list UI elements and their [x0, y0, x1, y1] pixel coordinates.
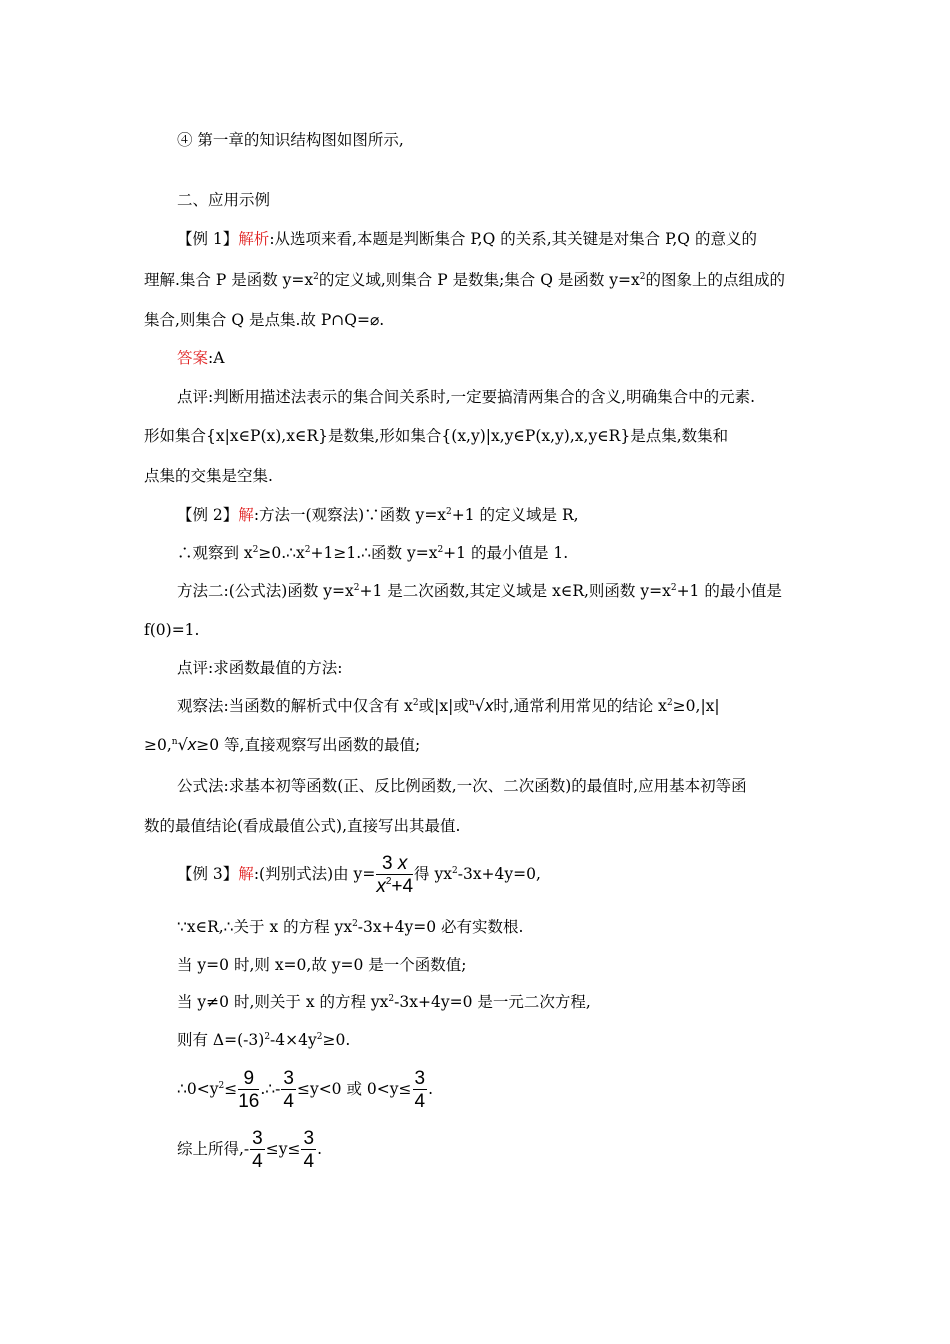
example-1-line-3: 集合,则集合 Q 是点集.故 P∩Q=⌀. — [144, 311, 385, 329]
fraction-3-4 — [281, 1069, 296, 1111]
text-fragment: 当 y≠0 时,则关于 x 的方程 yx — [177, 993, 389, 1011]
example-2-comment-3 — [144, 735, 810, 755]
nth-root: $^n$√x — [468, 696, 494, 715]
example-2-line-4: f(0)=1. — [144, 621, 200, 639]
text-fragment: 3 — [283, 1068, 294, 1089]
text-fragment: 3 — [252, 1128, 263, 1149]
example-3-conclusion — [177, 1126, 810, 1172]
example-2-comment-2 — [177, 696, 810, 716]
text-fragment: +1 是二次函数,其定义域是 x∈R,则函数 y=x — [359, 582, 671, 600]
superscript: 2 — [252, 545, 259, 555]
text-fragment: +1 的定义域是 R, — [451, 506, 579, 524]
text-fragment: 4 — [414, 1091, 426, 1112]
example-1-line-2 — [144, 270, 810, 290]
example-3-line-4 — [177, 992, 810, 1012]
example-2-heading: 解 — [238, 506, 254, 524]
superscript: 2 — [385, 876, 392, 887]
example-1-answer — [177, 348, 810, 368]
text-fragment: 方法二:(公式法)函数 y=x — [177, 582, 354, 600]
text-fragment: ≥0. — [322, 1031, 351, 1049]
answer-value: :A — [208, 349, 225, 367]
fraction-3-4 — [301, 1129, 316, 1171]
intro-line: ④ 第一章的知识结构图如图所示, — [177, 131, 404, 149]
text-fragment: ≥0 等,直接观察写出函数的最值; — [196, 736, 421, 754]
example-1-comment-3: 点集的交集是空集. — [144, 467, 273, 485]
superscript: 2 — [218, 1081, 225, 1091]
example-1-comment-1: 点评:判断用描述法表示的集合间关系时,一定要搞清两集合的含义,明确集合中的元素. — [177, 388, 756, 406]
text-fragment: +1 的最小值是 1. — [443, 544, 569, 562]
text-fragment: ≤ — [224, 1080, 238, 1098]
text-fragment: ≥0,|x| — [672, 697, 720, 715]
superscript: 2 — [313, 272, 319, 282]
text-fragment: ≤y<0 或 0<y≤ — [296, 1080, 412, 1098]
text-fragment: :方法一(观察法)∵函数 y=x — [253, 506, 447, 524]
example-2-comment-4: 公式法:求基本初等函数(正、反比例函数,一次、二次函数)的最值时,应用基本初等函 — [177, 777, 747, 795]
text-fragment: +4 — [391, 876, 414, 897]
text-fragment: x — [397, 853, 408, 874]
text-fragment: 4 — [303, 1151, 315, 1172]
example-3-tag: 【例 3】 — [177, 865, 239, 883]
fraction-3-4 — [413, 1069, 428, 1111]
superscript: 2 — [666, 698, 673, 708]
text-fragment: -3x+4y=0 必有实数根. — [357, 918, 524, 936]
example-2-comment-5: 数的最值结论(看成最值公式),直接写出其最值. — [144, 817, 461, 835]
superscript: 2 — [304, 545, 311, 555]
superscript: 2 — [670, 583, 677, 593]
text-fragment: ≤y≤ — [265, 1140, 301, 1158]
fraction-9-16 — [238, 1069, 259, 1111]
superscript: n — [468, 698, 475, 708]
fraction-numerator — [376, 854, 413, 875]
text-fragment: 4 — [283, 1091, 294, 1112]
text-fragment: .∴- — [260, 1080, 281, 1098]
example-1-tag: 【例 1】 — [177, 230, 239, 248]
text-fragment: 的图象上的点组成的 — [645, 271, 786, 289]
text-fragment: 9 — [238, 1069, 259, 1090]
fraction-3-4 — [250, 1129, 265, 1171]
superscript: 2 — [316, 1032, 323, 1042]
example-3-line-3: 当 y=0 时,则 x=0,故 y=0 是一个函数值; — [177, 956, 467, 974]
superscript: 2 — [264, 1032, 271, 1042]
example-2-line-3 — [177, 581, 810, 601]
text-fragment: 时,通常利用常见的结论 x — [493, 697, 667, 715]
example-3-line-1 — [177, 852, 810, 896]
text-fragment: 3 — [382, 853, 393, 874]
example-1-heading: 解析 — [238, 230, 270, 248]
text-fragment: 3 — [414, 1068, 426, 1089]
example-3-line-6 — [177, 1066, 810, 1112]
superscript: 2 — [639, 272, 646, 282]
text-fragment: 或|x|或 — [418, 697, 469, 715]
text-fragment: +1 的最小值是 — [676, 582, 782, 600]
text-fragment: ≥0, — [144, 736, 172, 754]
example-2-comment-1: 点评:求函数最值的方法: — [177, 659, 343, 677]
superscript: 2 — [437, 545, 444, 555]
fraction-denominator — [376, 875, 413, 896]
superscript: 2 — [352, 919, 358, 929]
example-1-line-1 — [177, 229, 810, 249]
text-fragment: ∴0<y — [177, 1080, 219, 1098]
text-fragment: -4×4y — [270, 1031, 317, 1049]
fraction-3x-over-x2-plus-4 — [376, 854, 413, 896]
text-fragment: 的定义域,则集合 P 是数集;集合 Q 是函数 y=x — [318, 271, 640, 289]
superscript: n — [171, 737, 178, 747]
superscript: 2 — [451, 866, 458, 876]
text-fragment: x — [376, 876, 386, 897]
example-2-tag: 【例 2】 — [177, 506, 239, 524]
answer-label: 答案 — [177, 349, 209, 367]
text-fragment: 得 yx — [414, 865, 452, 883]
text-fragment: 则有 Δ=(-3) — [177, 1031, 265, 1049]
nth-root: $^n$√x — [171, 735, 197, 754]
text-fragment: -3x+4y=0 是一元二次方程, — [394, 993, 591, 1011]
text-fragment: 4 — [252, 1151, 263, 1172]
text-fragment: +1≥1.∴函数 y=x — [310, 544, 438, 562]
text-fragment: ≥0.∴x — [258, 544, 305, 562]
example-1-text: :从选项来看,本题是判断集合 P,Q 的关系,其关键是对集合 P,Q 的意义的 — [269, 230, 757, 248]
text-fragment: . — [317, 1140, 322, 1158]
section-heading: 二、应用示例 — [177, 191, 271, 209]
text-fragment: -3x+4y=0, — [457, 865, 541, 883]
example-3-heading: 解 — [238, 865, 254, 883]
text-fragment: 3 — [303, 1128, 315, 1149]
text-fragment: 理解.集合 P 是函数 y=x — [144, 271, 314, 289]
example-2-line-1 — [177, 505, 810, 525]
example-1-comment-2: 形如集合{x|x∈P(x),x∈R}是数集,形如集合{(x,y)|x,y∈P(x,y),x,y∈R}是点集,数集和 — [144, 427, 729, 445]
text-fragment: :(判别式法)由 y= — [253, 865, 376, 883]
superscript: 2 — [353, 583, 360, 593]
superscript: 2 — [412, 698, 419, 708]
text-fragment: x — [484, 696, 494, 715]
text-fragment: 观察法:当函数的解析式中仅含有 x — [177, 697, 413, 715]
example-3-line-2 — [177, 917, 810, 937]
example-3-line-5 — [177, 1030, 810, 1050]
text-fragment: ∴观察到 x — [177, 544, 253, 562]
text-fragment: . — [428, 1080, 434, 1098]
superscript: 2 — [388, 994, 395, 1004]
text-fragment: x — [187, 735, 197, 754]
example-2-line-2 — [177, 543, 810, 563]
text-fragment: ∵x∈R,∴关于 x 的方程 yx — [177, 918, 353, 936]
text-fragment: 16 — [238, 1091, 260, 1112]
superscript: 2 — [446, 507, 452, 517]
text-fragment: 综上所得,- — [177, 1140, 250, 1158]
